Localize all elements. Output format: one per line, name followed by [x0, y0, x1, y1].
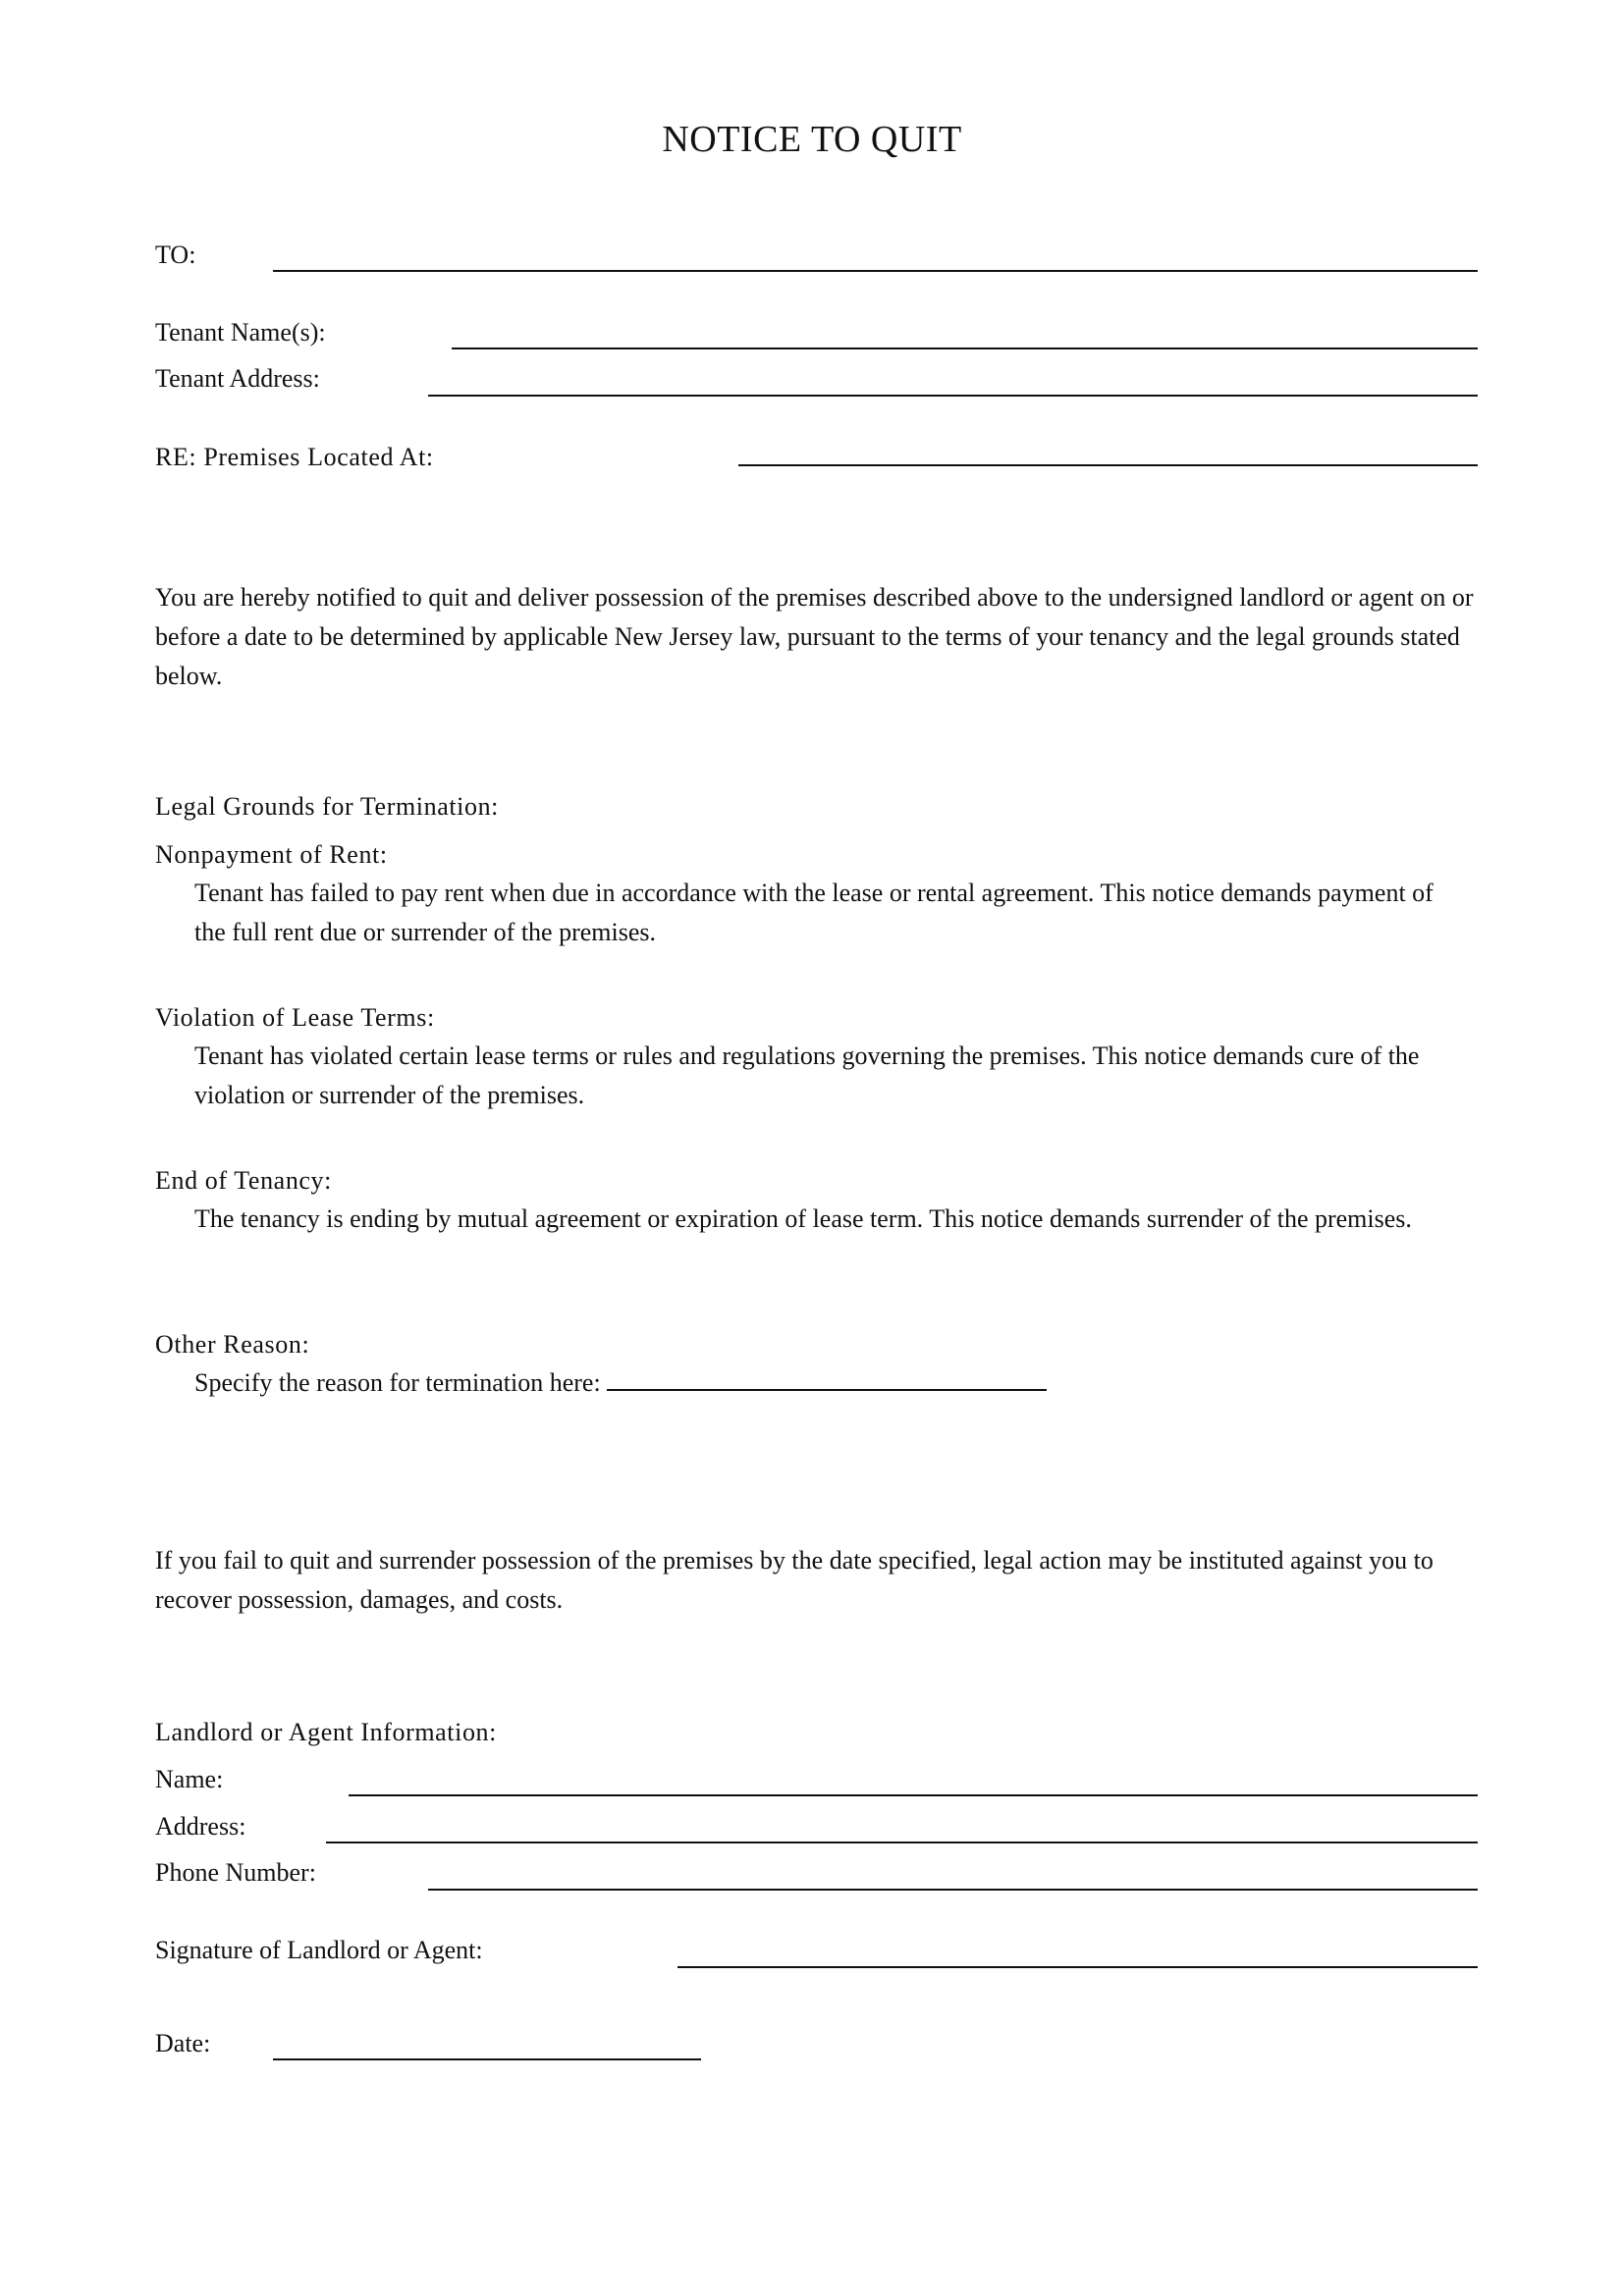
grounds-heading: Legal Grounds for Termination:	[155, 792, 500, 821]
ground-text-nonpayment: Tenant has failed to pay rent when due in accordance with the lease or rental agreement. This notice demands payment of the full rent due or surrender of the premises.	[194, 879, 1434, 946]
signature-label: Signature of Landlord or Agent:	[155, 1936, 483, 1964]
tenant-address-label: Tenant Address:	[155, 364, 320, 393]
date-label: Date:	[155, 2029, 211, 2057]
ground-label-end-of-tenancy: End of Tenancy:	[155, 1166, 332, 1195]
ground-label-violation: Violation of Lease Terms:	[155, 1003, 435, 1032]
tenant-names-label: Tenant Name(s):	[155, 318, 326, 347]
premises-field-line[interactable]	[738, 464, 1478, 466]
document-title: NOTICE TO QUIT	[662, 119, 962, 160]
ground-text-violation: Tenant has violated certain lease terms or rules and regulations governing the premises. This notice demands cure of the violation or surrender of the premises.	[194, 1041, 1420, 1109]
ground-label-other: Other Reason:	[155, 1330, 310, 1359]
warning-paragraph: If you fail to quit and surrender possession of the premises by the date specified, legal action may be instituted against you to recover possession, damages, and costs.	[155, 1546, 1434, 1614]
other-reason-prompt: Specify the reason for termination here:	[194, 1368, 601, 1397]
landlord-heading: Landlord or Agent Information:	[155, 1718, 497, 1746]
landlord-name-label: Name:	[155, 1765, 224, 1793]
ground-text-other	[194, 1363, 1047, 1403]
landlord-phone-field-line[interactable]	[428, 1889, 1478, 1891]
date-field-line[interactable]	[273, 2058, 701, 2060]
landlord-address-field-line[interactable]	[326, 1842, 1478, 1843]
landlord-address-label: Address:	[155, 1812, 246, 1841]
signature-field-line[interactable]	[677, 1966, 1478, 1968]
landlord-name-field-line[interactable]	[349, 1794, 1478, 1796]
landlord-phone-label: Phone Number:	[155, 1858, 316, 1887]
tenant-names-field-line[interactable]	[452, 347, 1478, 349]
ground-text-end-of-tenancy: The tenancy is ending by mutual agreement or expiration of lease term. This notice demands surrender of the premises.	[194, 1204, 1412, 1233]
ground-label-nonpayment: Nonpayment of Rent:	[155, 840, 388, 869]
notice-paragraph: You are hereby notified to quit and deliver possession of the premises described above to the undersigned landlord or agent on or before a date to be determined by applicable New Jersey law, pursuant to the terms of your tenancy and the legal grounds stated below.	[155, 583, 1474, 690]
tenant-address-field-line[interactable]	[428, 395, 1478, 397]
to-field-line[interactable]	[273, 270, 1478, 272]
to-label: TO:	[155, 240, 196, 269]
premises-label: RE: Premises Located At:	[155, 443, 434, 471]
other-reason-blank[interactable]	[607, 1387, 1047, 1391]
